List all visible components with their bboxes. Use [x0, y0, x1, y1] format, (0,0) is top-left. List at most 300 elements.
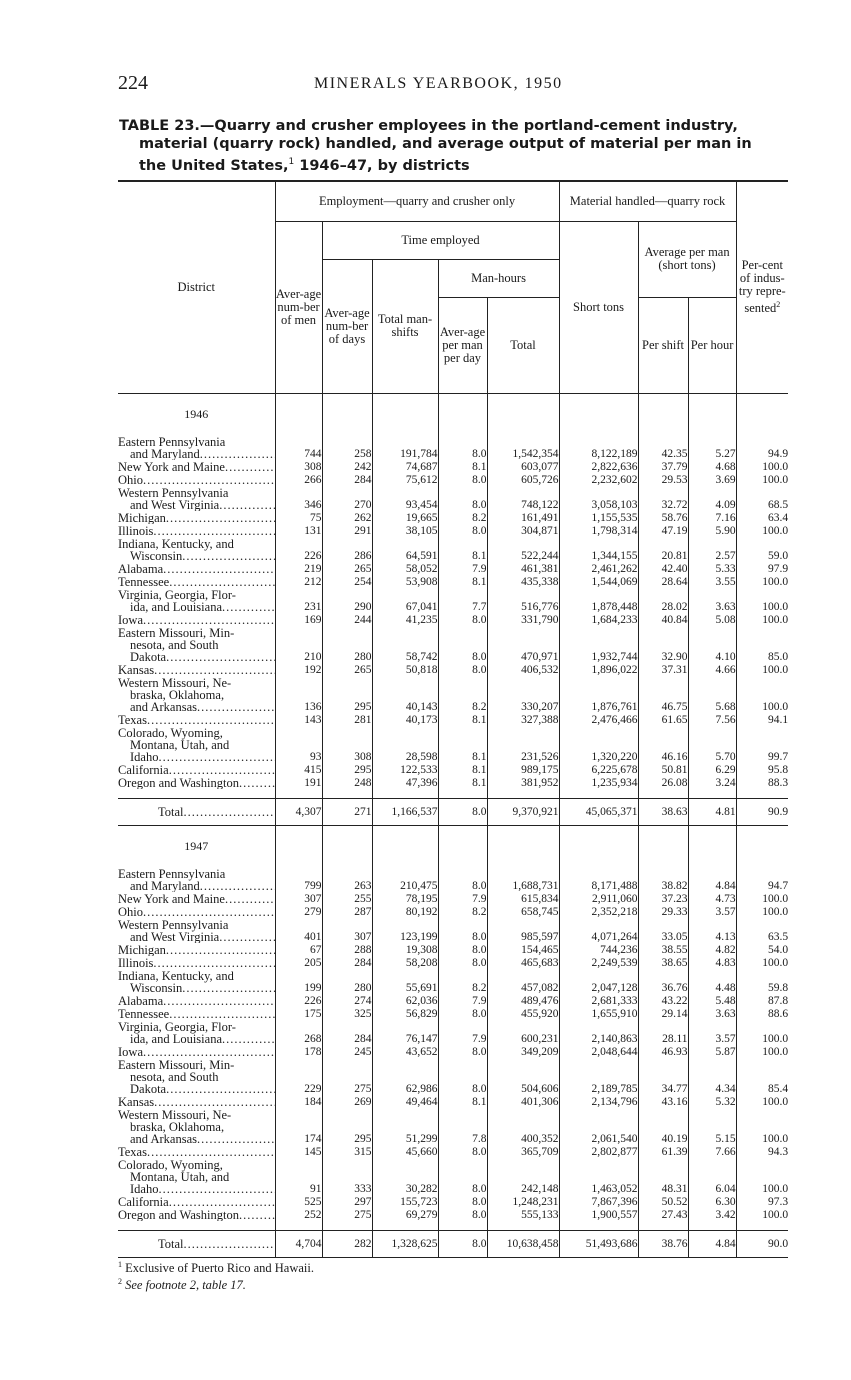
value-cell: 254 — [322, 576, 372, 589]
value-cell: 219 — [275, 563, 322, 576]
table-row — [118, 627, 788, 664]
value-cell: 327,388 — [487, 714, 559, 727]
value-cell: 8.0 — [438, 919, 487, 944]
value-cell: 5.48 — [688, 995, 736, 1008]
value-cell: 603,077 — [487, 461, 559, 474]
value-cell: 8.1 — [438, 727, 487, 764]
value-cell: 29.53 — [638, 474, 688, 487]
value-cell: 279 — [275, 906, 322, 919]
value-cell: 88.6 — [767, 1007, 789, 1020]
district-line: nesota, and South — [130, 637, 219, 652]
value-cell: 43.16 — [638, 1096, 688, 1109]
district-cell — [118, 777, 275, 790]
value-cell: 37.79 — [638, 461, 688, 474]
value-cell: 4.34 — [688, 1059, 736, 1096]
value-cell: 461,381 — [487, 563, 559, 576]
value-cell: 2,140,863 — [559, 1021, 638, 1046]
total-value: 90.9 — [736, 798, 788, 825]
district-line: Colorado, Wyoming, — [118, 725, 223, 740]
value-cell: 255 — [322, 893, 372, 906]
value-cell: 49,464 — [372, 1096, 438, 1109]
value-cell: 27.43 — [638, 1209, 688, 1222]
value-cell: 799 — [275, 868, 322, 893]
value-cell: 36.76 — [638, 970, 688, 995]
value-cell: 2,802,877 — [559, 1146, 638, 1159]
value-cell: 48.31 — [638, 1159, 688, 1196]
value-cell: 3.69 — [688, 474, 736, 487]
value-cell: 8.0 — [438, 436, 487, 461]
value-cell: 2,249,539 — [559, 957, 638, 970]
value-cell: 33.05 — [638, 919, 688, 944]
value-cell: 2,134,796 — [559, 1096, 638, 1109]
value-cell: 100.0 — [762, 600, 789, 613]
value-cell: 178 — [275, 1046, 322, 1059]
value-cell: 1,932,744 — [559, 627, 638, 664]
district-line: Idaho ..... — [118, 1183, 275, 1195]
value-cell: 1,684,233 — [559, 614, 638, 627]
district-line: Wisconsin ..... — [118, 982, 275, 994]
value-cell: 42.35 — [638, 436, 688, 461]
district-line: Eastern Missouri, Min- — [118, 625, 235, 640]
value-cell: 287 — [322, 906, 372, 919]
value-cell: 85.0 — [767, 650, 789, 663]
value-cell: 4.48 — [688, 970, 736, 995]
value-cell: 5.08 — [688, 614, 736, 627]
value-cell: 59.8 — [767, 981, 789, 994]
district-line: Western Missouri, Ne- — [118, 1107, 232, 1122]
value-cell: 8,122,189 — [559, 436, 638, 461]
value-cell: 74,687 — [372, 461, 438, 474]
value-cell: 19,665 — [372, 512, 438, 525]
value-cell: 68.5 — [767, 498, 789, 511]
table-row — [118, 677, 788, 714]
value-cell: 280 — [322, 627, 372, 664]
footnote-mark: 2 — [776, 300, 781, 310]
footnotes — [118, 1258, 314, 1292]
value-cell: 1,542,354 — [487, 436, 559, 461]
district-line: Kansas ..... — [118, 664, 275, 676]
value-cell: 100.0 — [762, 1132, 789, 1145]
value-cell: 191,784 — [372, 436, 438, 461]
district-line: Eastern Pennsylvania — [118, 434, 226, 449]
value-cell: 1,876,761 — [559, 677, 638, 714]
value-cell: 100.0 — [762, 956, 789, 969]
value-cell: 29.14 — [638, 1008, 688, 1021]
district-cell — [118, 436, 275, 461]
value-cell: 381,952 — [487, 777, 559, 790]
value-cell: 38,105 — [372, 525, 438, 538]
value-cell: 270 — [322, 487, 372, 512]
value-cell: 69,279 — [372, 1209, 438, 1222]
value-cell: 4,071,264 — [559, 919, 638, 944]
col-avg-hours: Aver-age per man per day — [438, 297, 487, 393]
value-cell: 231,526 — [487, 727, 559, 764]
value-cell: 131 — [275, 525, 322, 538]
value-cell: 262 — [322, 512, 372, 525]
value-cell: 51,299 — [372, 1109, 438, 1146]
table-row — [118, 893, 788, 906]
district-cell — [118, 944, 275, 957]
col-avg-days: Aver-age num-ber of days — [322, 259, 372, 393]
value-cell: 58,742 — [372, 627, 438, 664]
district-cell — [118, 512, 275, 525]
value-cell: 3.63 — [688, 589, 736, 614]
value-cell: 28.02 — [638, 589, 688, 614]
value-cell: 258 — [322, 436, 372, 461]
total-row — [118, 798, 788, 825]
value-cell: 2,048,644 — [559, 1046, 638, 1059]
value-cell: 47.19 — [638, 525, 688, 538]
district-cell — [118, 764, 275, 777]
value-cell: 59.0 — [767, 549, 789, 562]
value-cell: 56,829 — [372, 1008, 438, 1021]
table-row — [118, 1059, 788, 1096]
table-row — [118, 1109, 788, 1146]
value-cell: 8.0 — [438, 944, 487, 957]
value-cell: 4.68 — [688, 461, 736, 474]
value-cell: 47,396 — [372, 777, 438, 790]
value-cell: 8.1 — [438, 714, 487, 727]
table-body — [118, 393, 788, 1257]
district-line: braska, Oklahoma, — [130, 1119, 225, 1134]
col-district: District — [118, 181, 275, 393]
value-cell: 470,971 — [487, 627, 559, 664]
district-line: Illinois ..... — [118, 525, 275, 537]
value-cell: 295 — [322, 764, 372, 777]
value-cell: 291 — [322, 525, 372, 538]
district-line: Oregon and Washington ..... — [118, 777, 275, 789]
value-cell: 5.70 — [688, 727, 736, 764]
value-cell: 8.1 — [438, 538, 487, 563]
page-number: 224 — [118, 72, 148, 94]
value-cell: 87.8 — [767, 994, 789, 1007]
value-cell: 184 — [275, 1096, 322, 1109]
value-cell: 297 — [322, 1196, 372, 1209]
value-cell: 100.0 — [762, 700, 789, 713]
value-cell: 43.22 — [638, 995, 688, 1008]
district-line: Illinois ..... — [118, 957, 275, 969]
value-cell: 8.1 — [438, 576, 487, 589]
value-cell: 8.0 — [438, 1209, 487, 1222]
value-cell: 435,338 — [487, 576, 559, 589]
value-cell: 6.30 — [688, 1196, 736, 1209]
value-cell: 99.7 — [767, 750, 789, 763]
value-cell: 4.84 — [688, 868, 736, 893]
value-cell: 136 — [275, 677, 322, 714]
value-cell: 1,344,155 — [559, 538, 638, 563]
district-line: Idaho ..... — [118, 751, 275, 763]
value-cell: 8.0 — [438, 487, 487, 512]
running-head: MINERALS YEARBOOK, 1950 — [314, 75, 563, 92]
value-cell: 985,597 — [487, 919, 559, 944]
year-label: 1947 — [118, 825, 275, 868]
value-cell: 346 — [275, 487, 322, 512]
value-cell: 2,232,602 — [559, 474, 638, 487]
value-cell: 3.42 — [688, 1209, 736, 1222]
value-cell: 229 — [275, 1059, 322, 1096]
district-cell — [118, 919, 275, 944]
value-cell: 7,867,396 — [559, 1196, 638, 1209]
district-line: Michigan ..... — [118, 512, 275, 524]
value-cell: 3,058,103 — [559, 487, 638, 512]
value-cell: 95.8 — [767, 763, 789, 776]
col-per-shift: Per shift — [638, 297, 688, 393]
value-cell: 192 — [275, 664, 322, 677]
value-cell: 615,834 — [487, 893, 559, 906]
district-line: Tennessee ..... — [118, 576, 275, 588]
footnote: $^1$ Exclusive of Puerto Rico and Hawaii. — [118, 1260, 314, 1276]
value-cell: 34.77 — [638, 1059, 688, 1096]
value-cell: 8.2 — [438, 512, 487, 525]
value-cell: 40.84 — [638, 614, 688, 627]
value-cell: 5.33 — [688, 563, 736, 576]
total-value: 271 — [322, 798, 372, 825]
value-cell: 76,147 — [372, 1021, 438, 1046]
district-cell — [118, 1109, 275, 1146]
value-cell: 275 — [322, 1209, 372, 1222]
value-cell: 62,986 — [372, 1059, 438, 1096]
district-line: and Arkansas ..... — [118, 701, 275, 713]
value-cell: 8.1 — [438, 777, 487, 790]
table-row — [118, 970, 788, 995]
value-cell: 248 — [322, 777, 372, 790]
value-cell: 53,908 — [372, 576, 438, 589]
table-row — [118, 487, 788, 512]
value-cell: 5.87 — [688, 1046, 736, 1059]
value-cell: 401,306 — [487, 1096, 559, 1109]
value-cell: 4.10 — [688, 627, 736, 664]
table-row — [118, 727, 788, 764]
value-cell: 1,655,910 — [559, 1008, 638, 1021]
value-cell: 525 — [275, 1196, 322, 1209]
value-cell: 50.52 — [638, 1196, 688, 1209]
value-cell: 28.11 — [638, 1021, 688, 1046]
col-short-tons: Short tons — [559, 221, 638, 393]
value-cell: 62,036 — [372, 995, 438, 1008]
value-cell: 100.0 — [762, 892, 789, 905]
district-cell — [118, 563, 275, 576]
value-cell: 2,911,060 — [559, 893, 638, 906]
table-row — [118, 512, 788, 525]
value-cell: 263 — [322, 868, 372, 893]
value-cell: 333 — [322, 1159, 372, 1196]
value-cell: 1,896,022 — [559, 664, 638, 677]
district-cell — [118, 677, 275, 714]
value-cell: 5.68 — [688, 677, 736, 714]
value-cell: 210 — [275, 627, 322, 664]
district-line: braska, Oklahoma, — [130, 687, 225, 702]
value-cell: 295 — [322, 677, 372, 714]
year-row — [118, 393, 788, 436]
value-cell: 1,688,731 — [487, 868, 559, 893]
value-cell: 40.19 — [638, 1109, 688, 1146]
value-cell: 78,195 — [372, 893, 438, 906]
district-line: Dakota ..... — [118, 651, 275, 663]
value-cell: 28.64 — [638, 576, 688, 589]
value-cell: 8.0 — [438, 1159, 487, 1196]
table-row — [118, 1209, 788, 1222]
value-cell: 1,248,231 — [487, 1196, 559, 1209]
district-line: and Maryland ..... — [118, 448, 275, 460]
value-cell: 8.0 — [438, 664, 487, 677]
value-cell: 100.0 — [762, 575, 789, 588]
value-cell: 555,133 — [487, 1209, 559, 1222]
col-per-hour: Per hour — [688, 297, 736, 393]
value-cell: 8.0 — [438, 1008, 487, 1021]
value-cell: 349,209 — [487, 1046, 559, 1059]
value-cell: 29.33 — [638, 906, 688, 919]
table-row — [118, 1021, 788, 1046]
value-cell: 2,681,333 — [559, 995, 638, 1008]
value-cell: 67,041 — [372, 589, 438, 614]
district-cell — [118, 995, 275, 1008]
value-cell: 2,352,218 — [559, 906, 638, 919]
district-line: California ..... — [118, 764, 275, 776]
value-cell: 457,082 — [487, 970, 559, 995]
value-cell: 7.8 — [438, 1109, 487, 1146]
table-row — [118, 589, 788, 614]
col-employment-group: Employment—quarry and crusher only — [275, 181, 559, 221]
value-cell: 5.27 — [688, 436, 736, 461]
district-line: Western Pennsylvania — [118, 485, 229, 500]
value-cell: 155,723 — [372, 1196, 438, 1209]
district-line: and West Virginia ..... — [118, 931, 275, 943]
col-avg-per-man: Average per man (short tons) — [638, 221, 736, 297]
value-cell: 46.93 — [638, 1046, 688, 1059]
value-cell: 226 — [275, 538, 322, 563]
district-cell — [118, 868, 275, 893]
district-line: nesota, and South — [130, 1069, 219, 1084]
value-cell: 45,660 — [372, 1146, 438, 1159]
value-cell: 38.65 — [638, 957, 688, 970]
value-cell: 265 — [322, 563, 372, 576]
total-value: 1,328,625 — [372, 1230, 438, 1257]
value-cell: 100.0 — [762, 1095, 789, 1108]
col-avg-men: Aver-age num-ber of men — [275, 221, 322, 393]
value-cell: 8.1 — [438, 764, 487, 777]
value-cell: 290 — [322, 589, 372, 614]
title-line: TABLE 23.—Quarry and crusher employees in the portland-cement industry, — [119, 118, 738, 134]
value-cell: 8.0 — [438, 627, 487, 664]
district-line: ida, and Louisiana ..... — [118, 601, 275, 613]
value-cell: 94.7 — [767, 879, 789, 892]
district-line: Oregon and Washington ..... — [118, 1209, 275, 1221]
value-cell: 265 — [322, 664, 372, 677]
value-cell: 4.66 — [688, 664, 736, 677]
data-table — [118, 180, 788, 1258]
value-cell: 85.4 — [767, 1082, 789, 1095]
value-cell: 748,122 — [487, 487, 559, 512]
value-cell: 4.09 — [688, 487, 736, 512]
value-cell: 40,173 — [372, 714, 438, 727]
table-row — [118, 944, 788, 957]
value-cell: 80,192 — [372, 906, 438, 919]
value-cell: 8.1 — [438, 461, 487, 474]
value-cell: 32.90 — [638, 627, 688, 664]
table-row — [118, 436, 788, 461]
district-line: Eastern Pennsylvania — [118, 866, 226, 881]
value-cell: 75 — [275, 512, 322, 525]
table-header — [118, 181, 788, 393]
value-cell: 8,171,488 — [559, 868, 638, 893]
value-cell: 4.82 — [688, 944, 736, 957]
value-cell: 7.66 — [688, 1146, 736, 1159]
value-cell: 46.75 — [638, 677, 688, 714]
value-cell: 145 — [275, 1146, 322, 1159]
value-cell: 3.57 — [688, 906, 736, 919]
total-label: Total ..... — [118, 798, 275, 825]
value-cell: 308 — [322, 727, 372, 764]
district-cell — [118, 1159, 275, 1196]
value-cell: 308 — [275, 461, 322, 474]
value-cell: 3.57 — [688, 1021, 736, 1046]
total-value: 10,638,458 — [487, 1230, 559, 1257]
value-cell: 2,461,262 — [559, 563, 638, 576]
value-cell: 242 — [322, 461, 372, 474]
value-cell: 1,320,220 — [559, 727, 638, 764]
value-cell: 64,591 — [372, 538, 438, 563]
col-material-group: Material handled—quarry rock — [559, 181, 736, 221]
value-cell: 100.0 — [762, 460, 789, 473]
value-cell: 32.72 — [638, 487, 688, 512]
value-cell: 88.3 — [767, 776, 789, 789]
value-cell: 522,244 — [487, 538, 559, 563]
value-cell: 7.7 — [438, 589, 487, 614]
district-line: Iowa ..... — [118, 1046, 275, 1058]
district-line: ida, and Louisiana ..... — [118, 1033, 275, 1045]
district-cell — [118, 1209, 275, 1222]
value-cell: 100.0 — [762, 1182, 789, 1195]
total-value: 4.81 — [688, 798, 736, 825]
district-line: Kansas ..... — [118, 1096, 275, 1108]
value-cell: 61.39 — [638, 1146, 688, 1159]
value-cell: 274 — [322, 995, 372, 1008]
value-cell: 123,199 — [372, 919, 438, 944]
value-cell: 401 — [275, 919, 322, 944]
value-cell: 58,208 — [372, 957, 438, 970]
district-line: Texas ..... — [118, 714, 275, 726]
total-value: 90.0 — [736, 1230, 788, 1257]
district-line: Texas ..... — [118, 1146, 275, 1158]
value-cell: 61.65 — [638, 714, 688, 727]
year-row — [118, 825, 788, 868]
value-cell: 269 — [322, 1096, 372, 1109]
value-cell: 266 — [275, 474, 322, 487]
district-cell — [118, 461, 275, 474]
value-cell: 100.0 — [762, 473, 789, 486]
value-cell: 516,776 — [487, 589, 559, 614]
value-cell: 42.40 — [638, 563, 688, 576]
value-cell: 295 — [322, 1109, 372, 1146]
col-total-hours: Total — [487, 297, 559, 393]
district-line: Montana, Utah, and — [130, 737, 230, 752]
table-row — [118, 461, 788, 474]
value-cell: 415 — [275, 764, 322, 777]
value-cell: 286 — [322, 538, 372, 563]
value-cell: 143 — [275, 714, 322, 727]
table-row — [118, 1196, 788, 1209]
value-cell: 8.0 — [438, 868, 487, 893]
district-cell — [118, 893, 275, 906]
value-cell: 191 — [275, 777, 322, 790]
table-row — [118, 868, 788, 893]
value-cell: 242,148 — [487, 1159, 559, 1196]
value-cell: 5.32 — [688, 1096, 736, 1109]
district-line: Tennessee ..... — [118, 1008, 275, 1020]
value-cell: 212 — [275, 576, 322, 589]
value-cell: 41,235 — [372, 614, 438, 627]
value-cell: 2,061,540 — [559, 1109, 638, 1146]
